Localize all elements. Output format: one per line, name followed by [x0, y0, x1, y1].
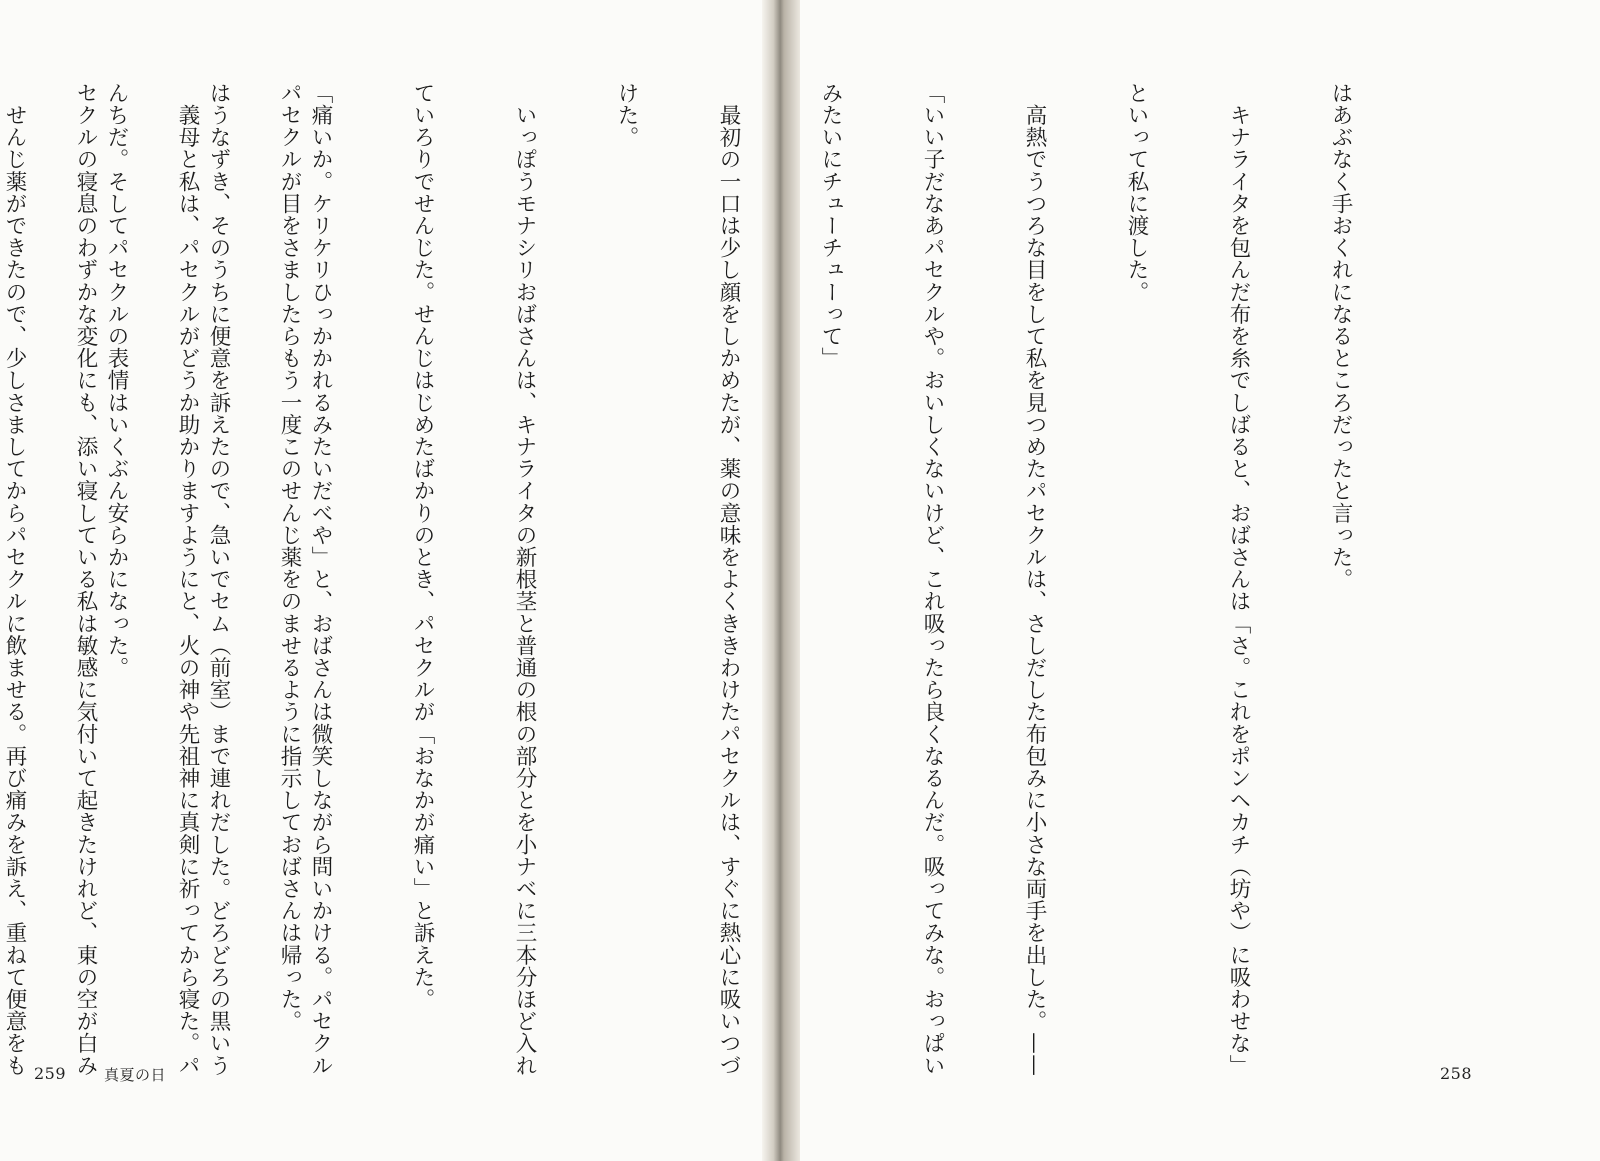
page-number-right: 258 — [1440, 1064, 1473, 1083]
body-line: 「いい子だなあパセクルや。おいしくないけど、これ吸ったら良くなるんだ。吸ってみな。おっぱい — [920, 82, 945, 1077]
body-line: ていろりでせんじた。せんじはじめたばかりのとき、パセクルが「おなかが痛い」と訴えた。 — [410, 82, 435, 1011]
body-line: はあぶなく手おくれになるところだったと言った。 — [1328, 82, 1353, 591]
body-line: パセクルが目をさましたらもう一度このせんじ薬をのませるように指示しておばさんは帰った。 — [277, 82, 302, 1033]
body-line: 「痛いか。ケリケリひっかかれるみたいだべや」と、おばさんは微笑しながら問いかける。パセクル — [308, 82, 333, 1077]
body-line: はうなずき、そのうちに便意を訴えたので、急いでセム（前室）まで連れだした。どろどろの黒いう — [206, 82, 231, 1077]
body-line: キナライタを包んだ布を糸でしばると、おばさんは「さ。これをポンヘカチ（坊や）に吸わせな」 — [1226, 82, 1251, 1077]
body-line: 義母と私は、パセクルがどうか助かりますようにと、火の神や先祖神に真剣に祈ってから寝た。パ — [175, 82, 200, 1077]
body-line: けた。 — [614, 82, 639, 149]
book-gutter — [762, 0, 800, 1161]
body-line: セクルの寝息のわずかな変化にも、添い寝している私は敏感に気付いて起きたけれど、東の空が白み — [73, 82, 98, 1077]
running-head: 真夏の日 — [104, 1066, 167, 1084]
body-line: といって私に渡した。 — [1124, 82, 1149, 303]
page-number-left: 259 — [34, 1064, 67, 1083]
body-line: みたいにチューチューって」 — [818, 82, 843, 370]
body-line: せんじ薬ができたので、少しさましてからパセクルに飲ませる。再び痛みを訴え、重ねて便意をも — [2, 82, 27, 1077]
body-line: 最初の一口は少し顔をしかめたが、薬の意味をよくききわけたパセクルは、すぐに熱心に吸いつづ — [716, 82, 741, 1077]
body-line: んちだ。そしてパセクルの表情はいくぶん安らかになった。 — [104, 82, 129, 679]
body-line: 高熱でうつろな目をして私を見つめたパセクルは、さしだした布包みに小さな両手を出した。—— — [1022, 82, 1047, 1077]
body-line: いっぽうモナシリおばさんは、キナライタの新根茎と普通の根の部分とを小ナベに三本分ほど入れ — [512, 82, 537, 1077]
